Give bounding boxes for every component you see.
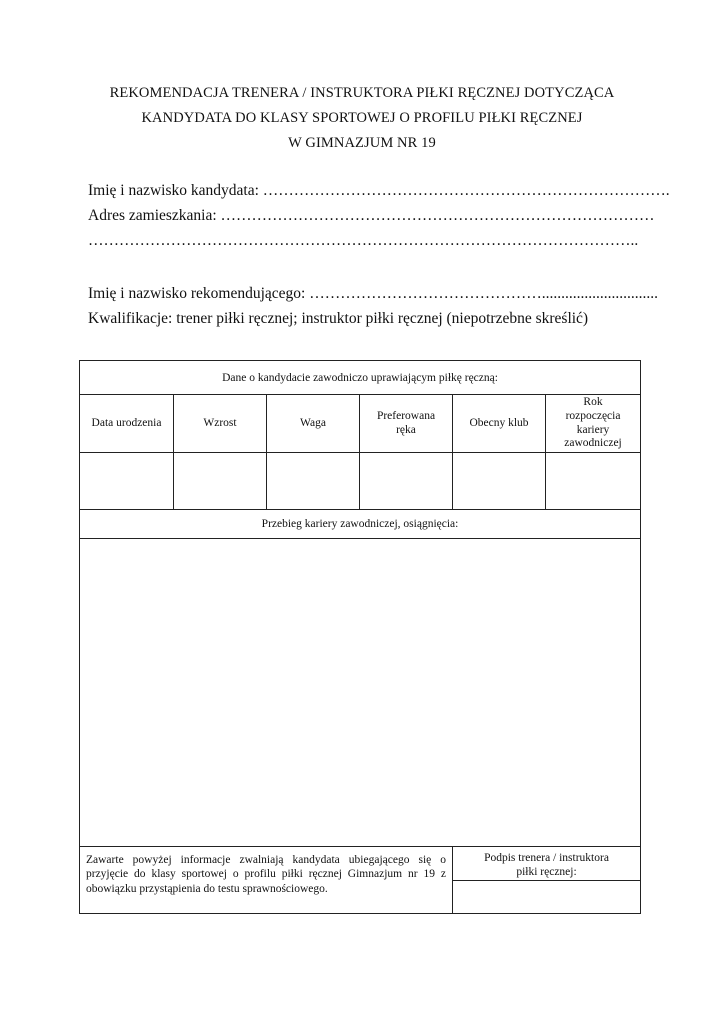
height-input-cell[interactable] <box>174 453 267 510</box>
address-field[interactable]: Adres zamieszkania: ………………………………………………………………………… <box>88 207 655 224</box>
career-start-input-cell[interactable] <box>546 453 641 510</box>
career-start-line-2: rozpoczęcia <box>565 409 621 422</box>
signature-input-cell[interactable] <box>453 881 641 914</box>
career-achievements-input-area[interactable] <box>80 539 641 847</box>
birth-date-input-cell[interactable] <box>80 453 174 510</box>
column-header-preferred-hand <box>360 395 453 453</box>
address-continuation-field[interactable]: …………………………………………………………………………………………….. <box>88 232 639 249</box>
candidate-name-field[interactable]: Imię i nazwisko kandydata: ……………………………………………………………………. <box>88 182 670 199</box>
career-start-line-4: zawodniczej <box>564 437 622 450</box>
column-header-career-start <box>546 395 641 453</box>
signature-label-line-1: Podpis trenera / instruktora <box>484 852 609 864</box>
form-title-line-2: KANDYDATA DO KLASY SPORTOWEJ O PROFILU PIŁKI RĘCZNEJ <box>141 110 583 126</box>
candidate-data-table <box>79 360 641 914</box>
column-header-height: Wzrost <box>174 395 267 453</box>
preferred-hand-input-cell[interactable] <box>360 453 453 510</box>
signature-label-line-2: piłki ręcznej: <box>516 866 577 879</box>
qualifications-field[interactable]: Kwalifikacje: trener piłki ręcznej; instruktor piłki ręcznej (niepotrzebne skreślić) <box>88 310 589 327</box>
career-start-line-1: Rok <box>583 395 603 408</box>
career-section-title: Przebieg kariery zawodniczej, osiągnięcia: <box>80 510 641 539</box>
waiver-note: Zawarte powyżej informacje zwalniają kandydata ubiegającego się o przyjęcie do klasy sportowej o profilu piłki ręcznej Gimnazjum nr 19 z obowiązku przystąpienia do testu sprawnościowego. <box>80 847 453 914</box>
weight-input-cell[interactable] <box>267 453 360 510</box>
current-club-input-cell[interactable] <box>453 453 546 510</box>
career-start-line-3: kariery <box>576 423 610 436</box>
preferred-hand-line-2: ręka <box>396 423 416 436</box>
preferred-hand-line-1: Preferowana <box>376 409 436 422</box>
column-header-current-club: Obecny klub <box>453 395 546 453</box>
candidate-data-section-title: Dane o kandydacie zawodniczo uprawiającym piłkę ręczną: <box>80 361 641 395</box>
form-title-line-3: W GIMNAZJUM NR 19 <box>288 135 436 151</box>
column-header-weight: Waga <box>267 395 360 453</box>
form-title-line-1: REKOMENDACJA TRENERA / INSTRUKTORA PIŁKI RĘCZNEJ DOTYCZĄCA <box>109 85 615 101</box>
signature-label <box>453 847 641 881</box>
recommender-name-field[interactable]: Imię i nazwisko rekomendującego: ……………………………………….............................. <box>88 285 658 302</box>
column-header-birth-date: Data urodzenia <box>80 395 174 453</box>
